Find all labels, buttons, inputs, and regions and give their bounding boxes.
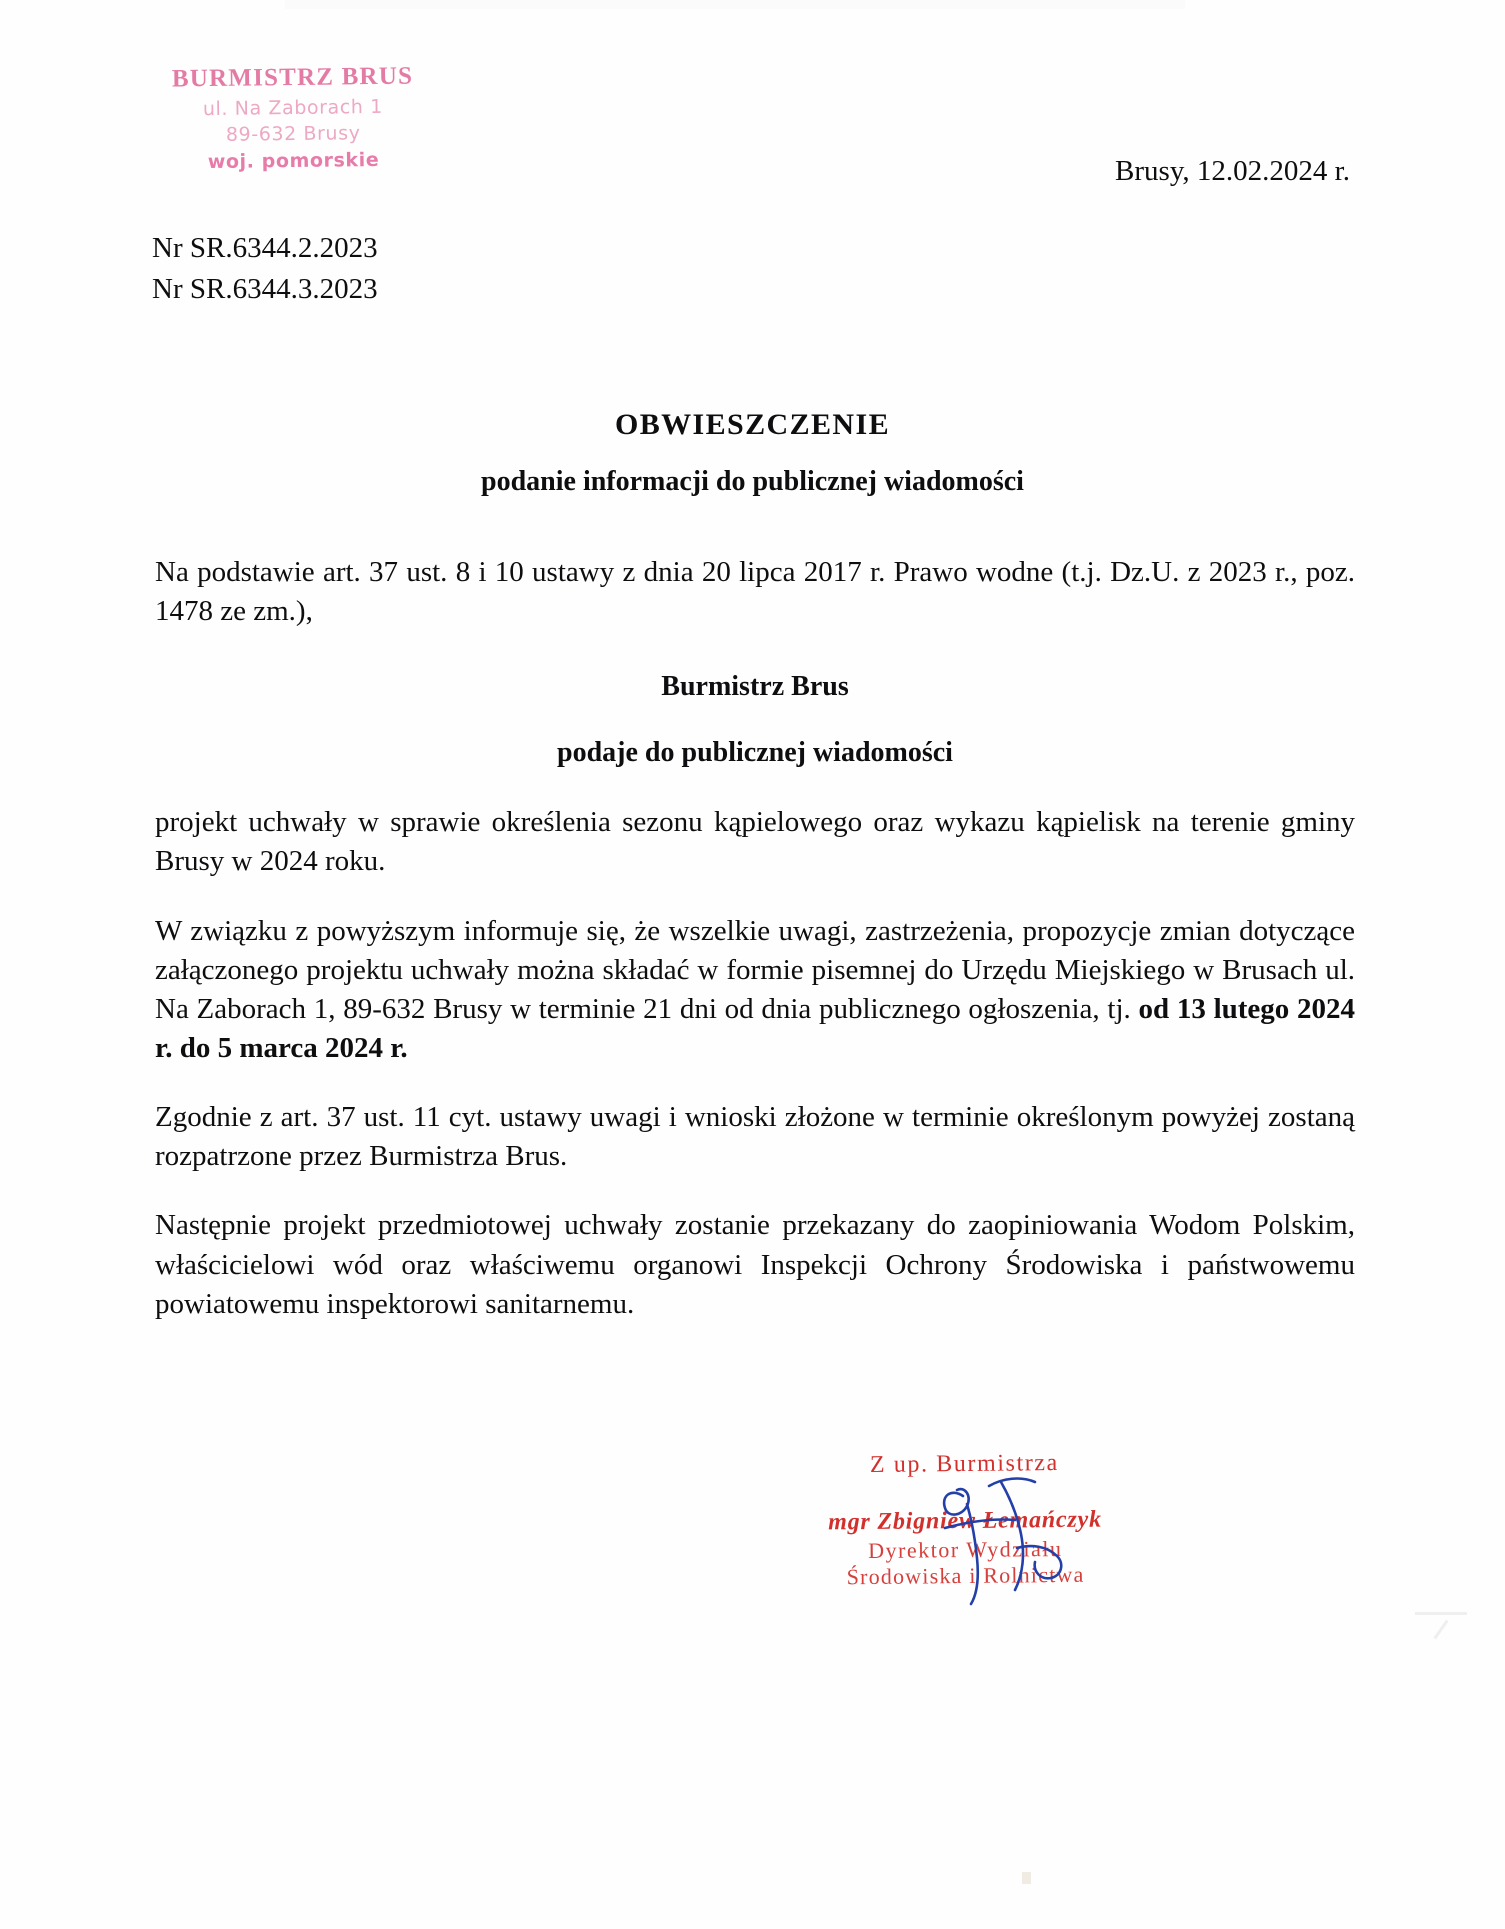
stamp-postal-city: 89-632 Brusy bbox=[225, 122, 361, 147]
paragraph-legal-basis: Na podstawie art. 37 ust. 8 i 10 ustawy z dnia 20 lipca 2017 r. Prawo wodne (t.j. Dz.U. z 2023 r., poz. 1478 ze zm.), bbox=[155, 556, 1355, 628]
reference-numbers bbox=[152, 228, 378, 310]
paragraph-review: Zgodnie z art. 37 ust. 11 cyt. ustawy uwagi i wnioski złożone w terminie określonym powyżej zostaną rozpatrzone przez Burmistrza Brus. bbox=[155, 1101, 1355, 1173]
scan-artifact-mark bbox=[1415, 1612, 1467, 1615]
scan-artifact-tick bbox=[1433, 1620, 1448, 1640]
signature-name: mgr Zbigniew Łemańczyk bbox=[828, 1506, 1102, 1536]
comments-intro-text: W związku z powyższym informuje się, że wszelkie uwagi, zastrzeżenia, propozycje zmian dotyczące załączonego projektu uchwały można składać w formie pisemnej do Urzędu Miejskiego w Brusach ul. Na Zaborach 1, 89-632 Brusy w terminie 21 dni od dnia publicznego ogłoszenia, tj. bbox=[155, 914, 1355, 1025]
scan-edge-artifact bbox=[285, 0, 1185, 9]
place-and-date: Brusy, 12.02.2024 r. bbox=[1115, 155, 1350, 187]
stamp-voivodeship: woj. pomorskie bbox=[207, 148, 380, 173]
document-subtitle: podanie informacji do publicznej wiadomości bbox=[481, 466, 1024, 497]
document-body bbox=[155, 553, 1355, 1354]
scan-artifact-speck bbox=[1022, 1872, 1031, 1884]
signature-role-line1: Dyrektor Wydziału bbox=[868, 1535, 1063, 1563]
stamp-street: ul. Na Zaborach 1 bbox=[202, 95, 383, 121]
header-office-stamp bbox=[147, 60, 438, 174]
signature-stamp bbox=[799, 1448, 1130, 1592]
paragraph-comments bbox=[155, 912, 1355, 1069]
announcement-verb: podaje do publicznej wiadomości bbox=[557, 737, 953, 769]
issuing-authority: Burmistrz Brus bbox=[661, 671, 849, 703]
paragraph-consultation: Następnie projekt przedmiotowej uchwały zostanie przekazany do zaopiniowania Wodom Polskim, właścicielowi wód oraz właściwemu organowi Inspekcji Ochrony Środowiska i państwowemu powiatowemu inspektorowi sanitarnemu. bbox=[155, 1209, 1355, 1320]
document-title: OBWIESZCZENIE bbox=[615, 408, 890, 441]
signature-role-line2: Środowiska i Rolnictwa bbox=[846, 1562, 1085, 1590]
stamp-office-name: BURMISTRZ BRUS bbox=[171, 62, 414, 93]
comments-deadline-text: od 13 lutego 2024 r. do 5 marca 2024 r. bbox=[155, 992, 1356, 1064]
reference-number-1: Nr SR.6344.2.2023 bbox=[152, 232, 378, 264]
signature-authorization: Z up. Burmistrza bbox=[869, 1450, 1059, 1478]
paragraph-subject: projekt uchwały w sprawie określenia sezonu kąpielowego oraz wykazu kąpielisk na terenie gminy Brusy w 2024 roku. bbox=[155, 806, 1355, 878]
reference-number-2: Nr SR.6344.3.2023 bbox=[152, 273, 378, 306]
